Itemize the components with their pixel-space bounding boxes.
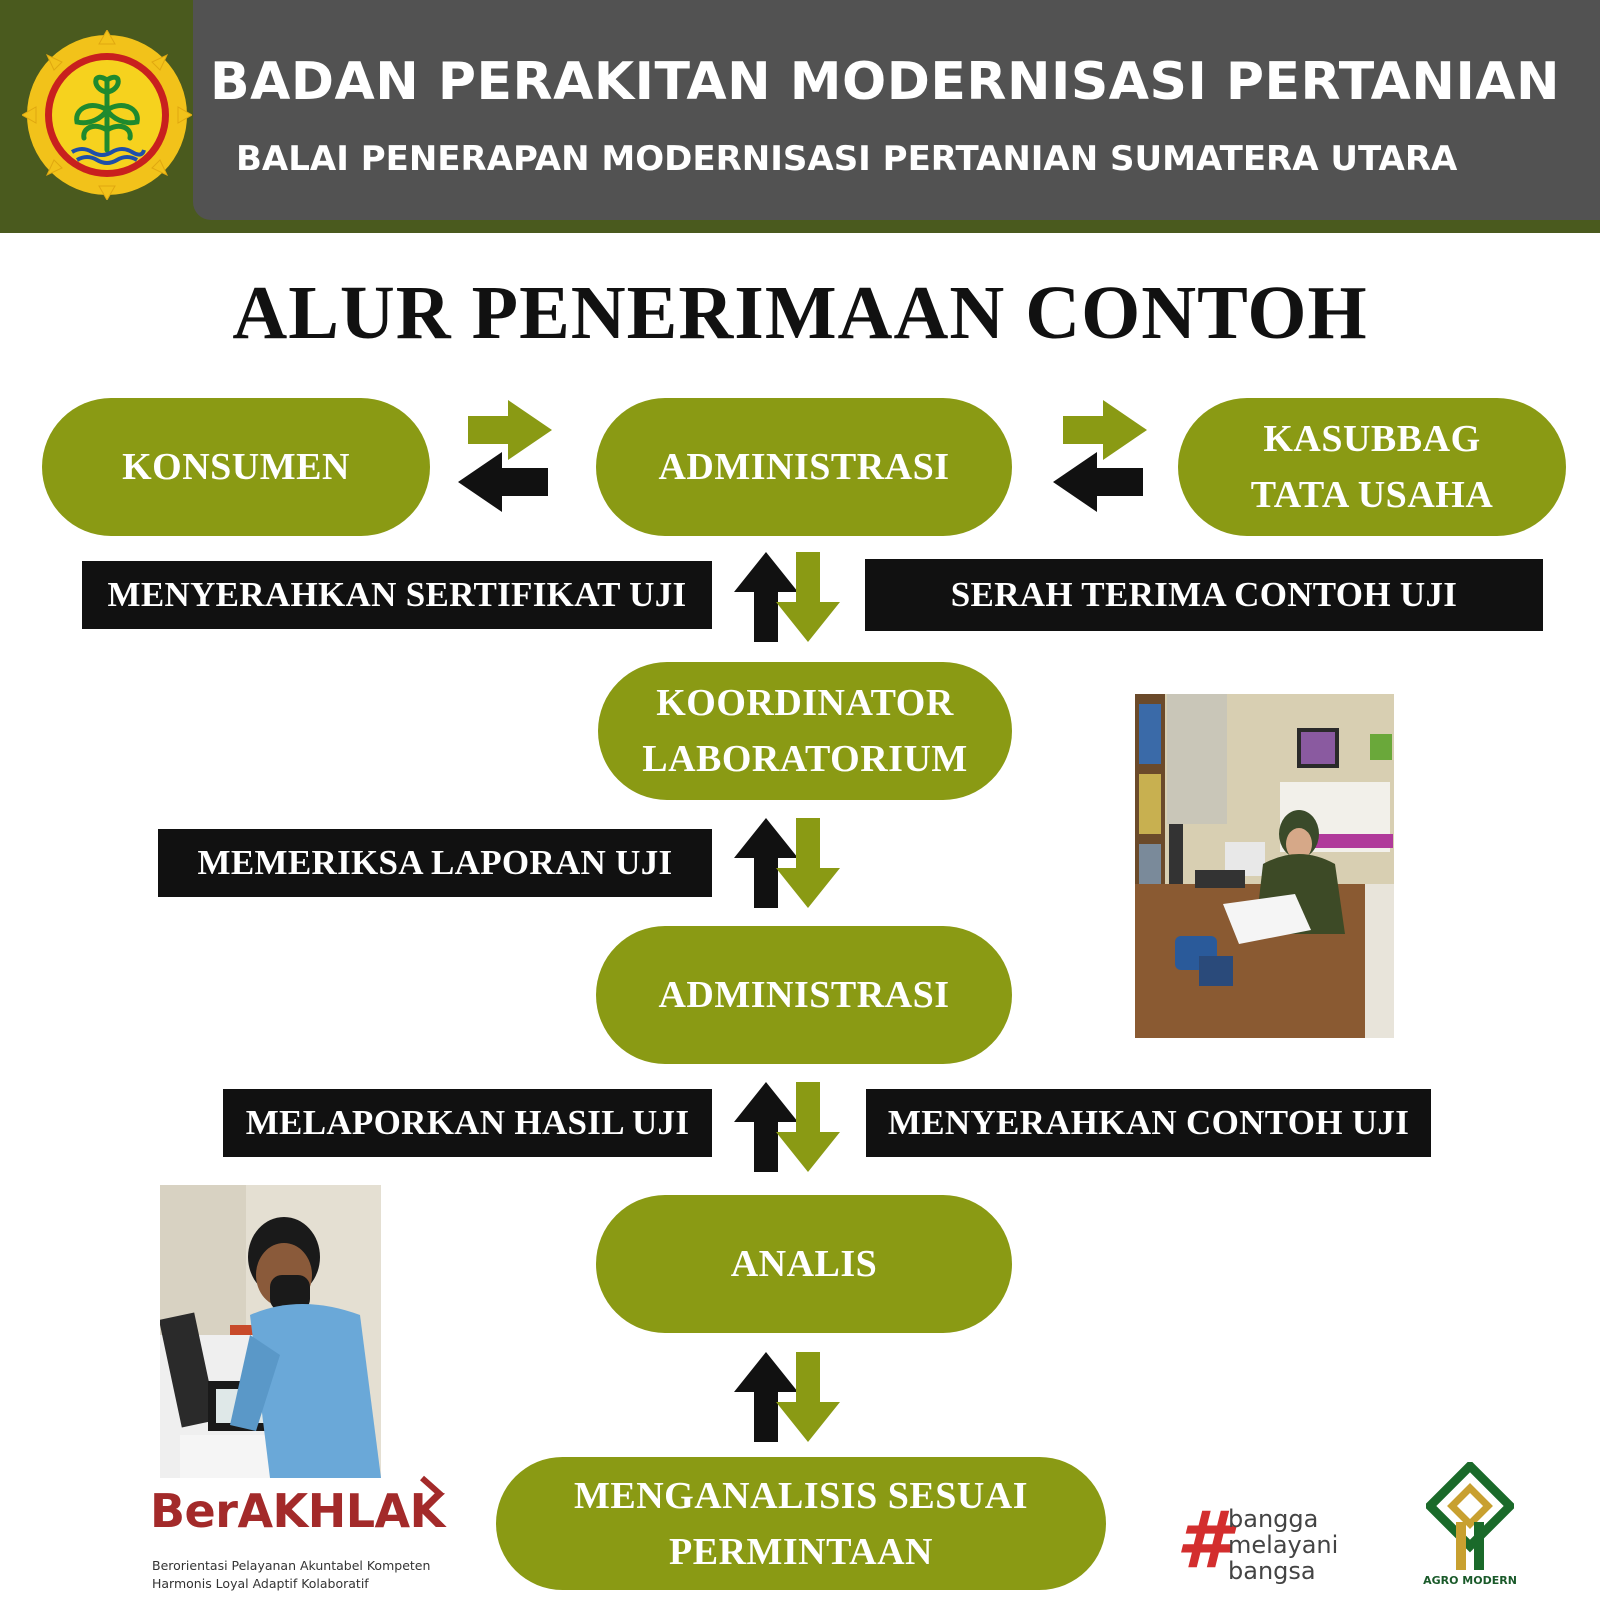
page-title: ALUR PENERIMAAN CONTOH [232, 271, 1368, 355]
node-menganalisis [496, 1457, 1106, 1590]
office-photo [1135, 694, 1394, 1038]
berakhlak-tagline-1: Berorientasi Pelayanan Akuntabel Kompeten [152, 1558, 431, 1573]
arrow-up-icon [734, 1352, 798, 1442]
node-kasubbag-line1: KASUBBAG [1263, 418, 1481, 460]
up-down-arrows-icon [734, 552, 844, 642]
hashtag-icon: # [1176, 1496, 1231, 1586]
arrow-down-icon [776, 1082, 840, 1172]
bangga-word-3: bangsa [1228, 1557, 1316, 1585]
node-administrasi-top-label: ADMINISTRASI [658, 446, 950, 488]
node-analis-label: ANALIS [730, 1243, 878, 1285]
node-konsumen [42, 398, 430, 536]
kementan-logo-icon [22, 30, 192, 200]
berakhlak-tagline-2: Harmonis Loyal Adaptif Kolaboratif [152, 1576, 369, 1591]
arrow-up-icon [734, 1082, 798, 1172]
arrow-up-icon [734, 818, 798, 908]
up-down-arrows-icon [734, 818, 844, 908]
header-title: BADAN PERAKITAN MODERNISASI PERTANIAN [210, 52, 1561, 112]
label-menyerahkan-sertifikat: MENYERAHKAN SERTIFIKAT UJI [82, 561, 712, 629]
berakhlak-wordmark: BerAKHLAK [150, 1484, 445, 1538]
label-menyerahkan-contoh: MENYERAHKAN CONTOH UJI [866, 1089, 1431, 1157]
node-koordinator-line2: LABORATORIUM [642, 738, 968, 780]
node-menganalisis-line1: MENGANALISIS SESUAI [573, 1474, 1028, 1517]
arrow-down-icon [776, 818, 840, 908]
agro-modern-label: AGRO MODERN [1423, 1574, 1517, 1587]
arrow-left-icon [1053, 452, 1143, 512]
label-serah-terima: SERAH TERIMA CONTOH UJI [865, 559, 1543, 631]
label-memeriksa-laporan: MEMERIKSA LAPORAN UJI [158, 829, 712, 897]
node-analis [596, 1195, 1012, 1333]
arrow-down-icon [776, 552, 840, 642]
node-administrasi-top [596, 398, 1012, 536]
node-menganalisis-line2: PERMINTAAN [669, 1530, 933, 1573]
node-konsumen-label: KONSUMEN [122, 446, 350, 488]
berakhlak-logo [150, 1478, 450, 1600]
node-kasubbag-line2: TATA USAHA [1250, 474, 1494, 516]
node-kasubbag [1178, 398, 1566, 536]
arrow-left-icon [458, 452, 548, 512]
arrow-right-icon [468, 400, 552, 460]
node-administrasi-mid-label: ADMINISTRASI [658, 974, 950, 1016]
node-administrasi-mid [596, 926, 1012, 1064]
lab-photo [160, 1185, 381, 1478]
up-down-arrows-icon [734, 1352, 844, 1442]
exchange-arrows-icon [458, 400, 558, 512]
up-down-arrows-icon [734, 1082, 844, 1172]
chevron-right-icon [416, 1474, 446, 1514]
agro-modern-icon [1426, 1462, 1514, 1572]
bangga-melayani-bangsa-logo [1176, 1496, 1356, 1594]
exchange-arrows-icon [1053, 400, 1153, 512]
bangga-word-1: bangga [1228, 1505, 1319, 1533]
label-melaporkan-hasil: MELAPORKAN HASIL UJI [223, 1089, 712, 1157]
arrow-right-icon [1063, 400, 1147, 460]
header-subtitle: BALAI PENERAPAN MODERNISASI PERTANIAN SUMATERA UTARA [236, 139, 1458, 179]
node-koordinator-line1: KOORDINATOR [656, 682, 954, 724]
arrow-up-icon [734, 552, 798, 642]
agro-modern-logo [1420, 1462, 1520, 1592]
arrow-down-icon [776, 1352, 840, 1442]
node-koordinator [598, 662, 1012, 800]
bangga-word-2: melayani [1228, 1531, 1339, 1559]
